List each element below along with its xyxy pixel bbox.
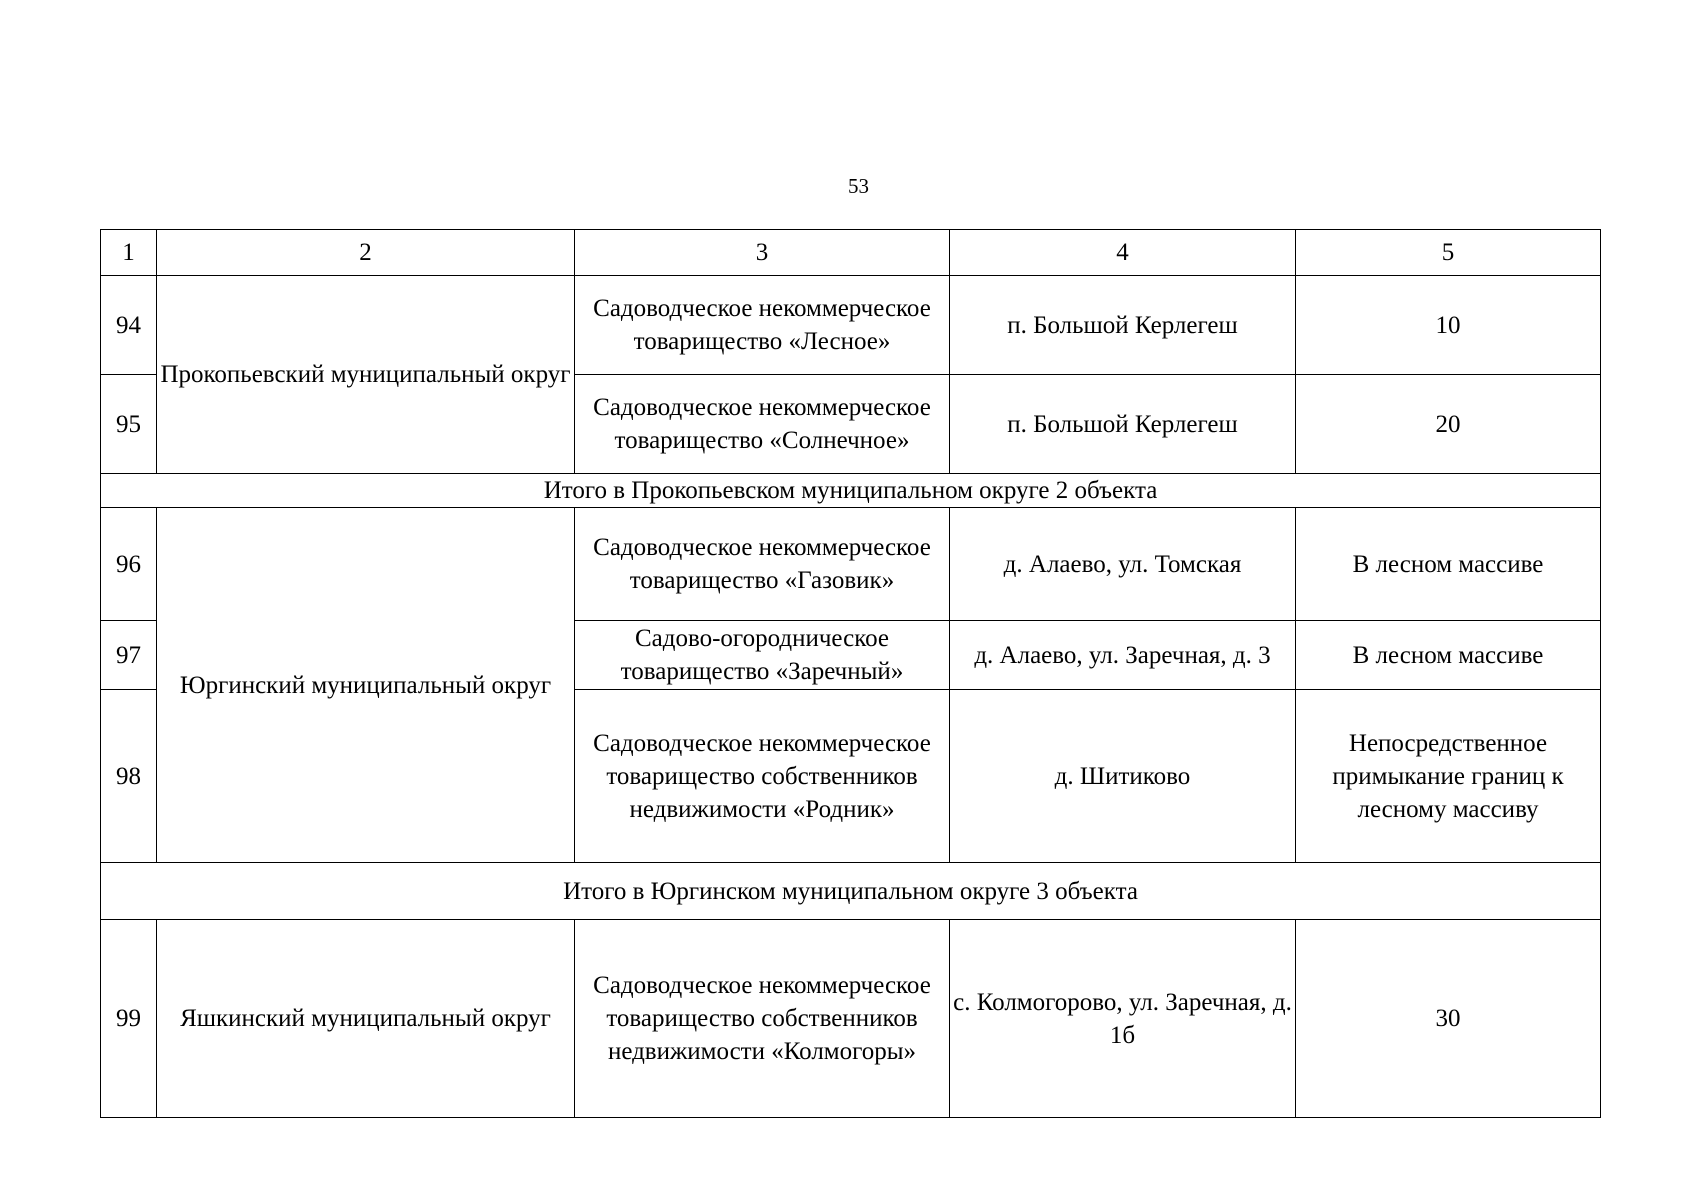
district-cell: Юргинский муниципальный округ [157,508,575,863]
table-row [101,920,1601,1118]
district-cell: Яшкинский муниципальный округ [157,920,575,1118]
object-value: 20 [1296,375,1601,474]
row-number: 96 [101,508,157,621]
table-row [101,508,1601,621]
header-cell: 3 [575,230,950,276]
object-location: п. Большой Керлегеш [950,276,1296,375]
row-number: 98 [101,690,157,863]
object-value: В лесном массиве [1296,621,1601,690]
table-header-row [101,230,1601,276]
row-number: 95 [101,375,157,474]
district-cell: Прокопьевский муниципальный округ [157,276,575,474]
object-value: В лесном массиве [1296,508,1601,621]
header-cell: 1 [101,230,157,276]
subtotal-text: Итого в Прокопьевском муниципальном округе 2 объекта [101,474,1601,508]
object-value: 10 [1296,276,1601,375]
page-number: 53 [848,174,869,198]
subtotal-row [101,863,1601,920]
object-name: Садоводческое некоммерческое товарищество «Газовик» [575,508,950,621]
object-value: Непосредственное примыкание границ к лесному массиву [1296,690,1601,863]
object-value: 30 [1296,920,1601,1118]
object-name: Садоводческое некоммерческое товарищество «Лесное» [575,276,950,375]
objects-table [100,229,1601,1118]
object-name: Садоводческое некоммерческое товарищество собственников недвижимости «Родник» [575,690,950,863]
object-location: с. Колмогорово, ул. Заречная, д. 1б [950,920,1296,1118]
header-cell: 5 [1296,230,1601,276]
object-location: п. Большой Керлегеш [950,375,1296,474]
subtotal-text: Итого в Юргинском муниципальном округе 3 объекта [101,863,1601,920]
header-cell: 4 [950,230,1296,276]
row-number: 97 [101,621,157,690]
table-row [101,276,1601,375]
object-name: Садово-огородническое товарищество «Заречный» [575,621,950,690]
object-location: д. Алаево, ул. Томская [950,508,1296,621]
object-location: д. Алаево, ул. Заречная, д. 3 [950,621,1296,690]
subtotal-row [101,474,1601,508]
object-name: Садоводческое некоммерческое товарищество собственников недвижимости «Колмогоры» [575,920,950,1118]
row-number: 94 [101,276,157,375]
object-name: Садоводческое некоммерческое товарищество «Солнечное» [575,375,950,474]
object-location: д. Шитиково [950,690,1296,863]
header-cell: 2 [157,230,575,276]
row-number: 99 [101,920,157,1118]
